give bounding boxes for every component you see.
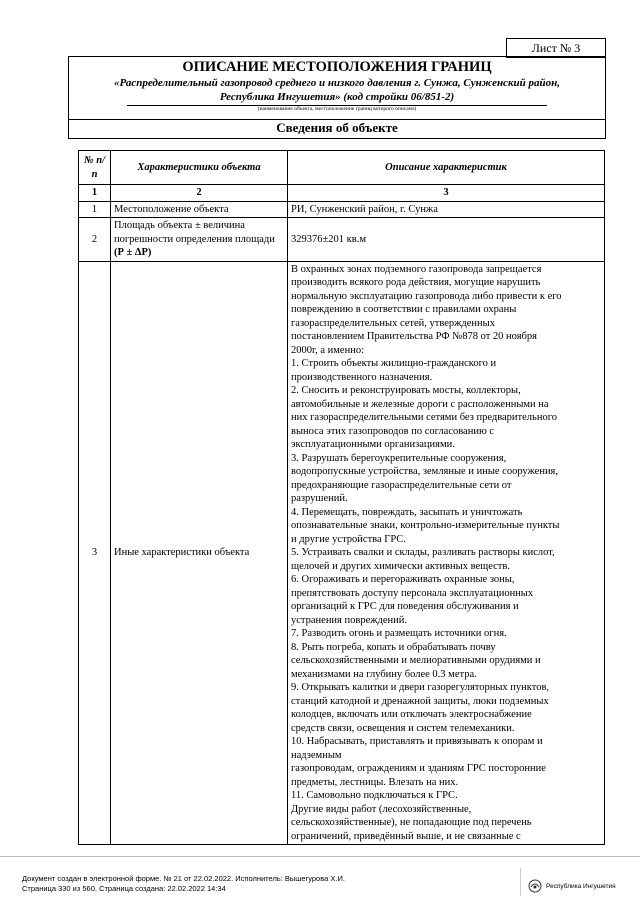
section-title: Сведения об объекте (68, 118, 606, 139)
coat-of-arms-icon (528, 879, 542, 893)
object-name-line1: «Распределительный газопровод среднего и низкого давления г. Сунжа, Сунженский район, (114, 77, 560, 89)
characteristic-cell: Местоположение объекта (111, 201, 288, 218)
footer-document-info: Документ создан в электронной форме. № 21 от 22.02.2022. Исполнитель: Вышегурова Х.И. (22, 874, 345, 883)
footer-separator (520, 868, 521, 896)
row-number: 3 (79, 261, 111, 845)
description-cell: В охранных зонах подземного газопровода запрещается производить всякого рода действия, могущие нарушить нормальную эксплуатацию газопровода либо привести к его повреждению в соответствии с правилами охраны газораспределительных сетей, утвержденных постановлением Правительства РФ №878 от 20 ноября 2000г, а именно: 1. Строить объекты жилищно-гражданского и производственного назначения. 2. Сносить и реконструировать мосты, коллекторы, автомобильные и железные дороги с расположенными на них газораспределительными сетями без предварительного выноса этих газопроводов по согласованию с эксплуатационными организациями. 3. Разрушать берегоукрепительные сооружения, водопропускные устройства, земляные и иные сооружения, предохраняющие газораспределительные сети от разрушений. 4. Перемещать, повреждать, засыпать и уничтожать опознавательные знаки, контрольно-измерительные пункты и другие устройства ГРС. 5. Устраивать свалки и склады, разливать растворы кислот, щелочей и других химически активных веществ. 6. Огораживать и перегораживать охранные зоны, препятствовать доступу персонала эксплуатационных организаций к ГРС для поведения обслуживания и устранения повреждений. 7. Разводить огонь и размещать источники огня. 8. Рыть погреба, копать и обрабатывать почву сельскохозяйственными и мелиоративными орудиями и механизмами на глубину более 0.3 метра. 9. Открывать калитки и двери газорегуляторных пунктов, станций катодной и дренажной защиты, люки подземных колодцев, включать или отключать электроснабжение средств связи, освещения и систем телемеханики. 10. Набрасывать, приставлять и привязывать к опорам и надземным газопроводам, ограждениям и зданиям ГРС посторонние предметы, лестницы. Влезать на них. 11. Самовольно подключаться к ГРС. Другие виды работ (лесохозяйственные, сельскохозяйственные), не попадающие под перечень ограничений, приведённый выше, и не связанные с (288, 261, 605, 845)
sheet-number: Лист № 3 (506, 38, 606, 58)
column-number-row (79, 185, 605, 202)
footer-info (22, 874, 345, 894)
column-header-number: № п/п (79, 151, 111, 185)
object-name-line2: Республика Ингушетия» (код стройки 06/851-2) (219, 91, 455, 103)
table-header-row (79, 151, 605, 185)
table-row (79, 261, 605, 845)
characteristic-cell: Иные характеристики объекта (111, 261, 288, 845)
column-number: 2 (111, 185, 288, 202)
characteristic-formula: (Р ± ΔР) (114, 247, 152, 258)
org-name: Республика Ингушетия (546, 882, 616, 890)
characteristic-text: Площадь объекта ± величина погрешности определения площади (114, 220, 275, 245)
footer-divider (0, 856, 640, 857)
object-info-table (78, 150, 605, 845)
row-number: 2 (79, 218, 111, 262)
table-row (79, 201, 605, 218)
column-header-characteristic: Характеристики объекта (111, 151, 288, 185)
header-caption: (наименование объекта, местоположение границ которого описано) (257, 106, 417, 112)
column-header-description: Описание характеристик (288, 151, 605, 185)
table-row (79, 218, 605, 262)
column-number: 1 (79, 185, 111, 202)
description-cell: РИ, Сунженский район, г. Сунжа (288, 201, 605, 218)
org-logo (528, 879, 616, 893)
document-title: ОПИСАНИЕ МЕСТОПОЛОЖЕНИЯ ГРАНИЦ (182, 59, 492, 75)
column-number: 3 (288, 185, 605, 202)
characteristic-cell (111, 218, 288, 262)
footer-page-info: Страница 330 из 560. Страница создана: 22.02.2022 14:34 (22, 884, 226, 893)
description-cell: 329376±201 кв.м (288, 218, 605, 262)
row-number: 1 (79, 201, 111, 218)
document-header (68, 56, 606, 120)
